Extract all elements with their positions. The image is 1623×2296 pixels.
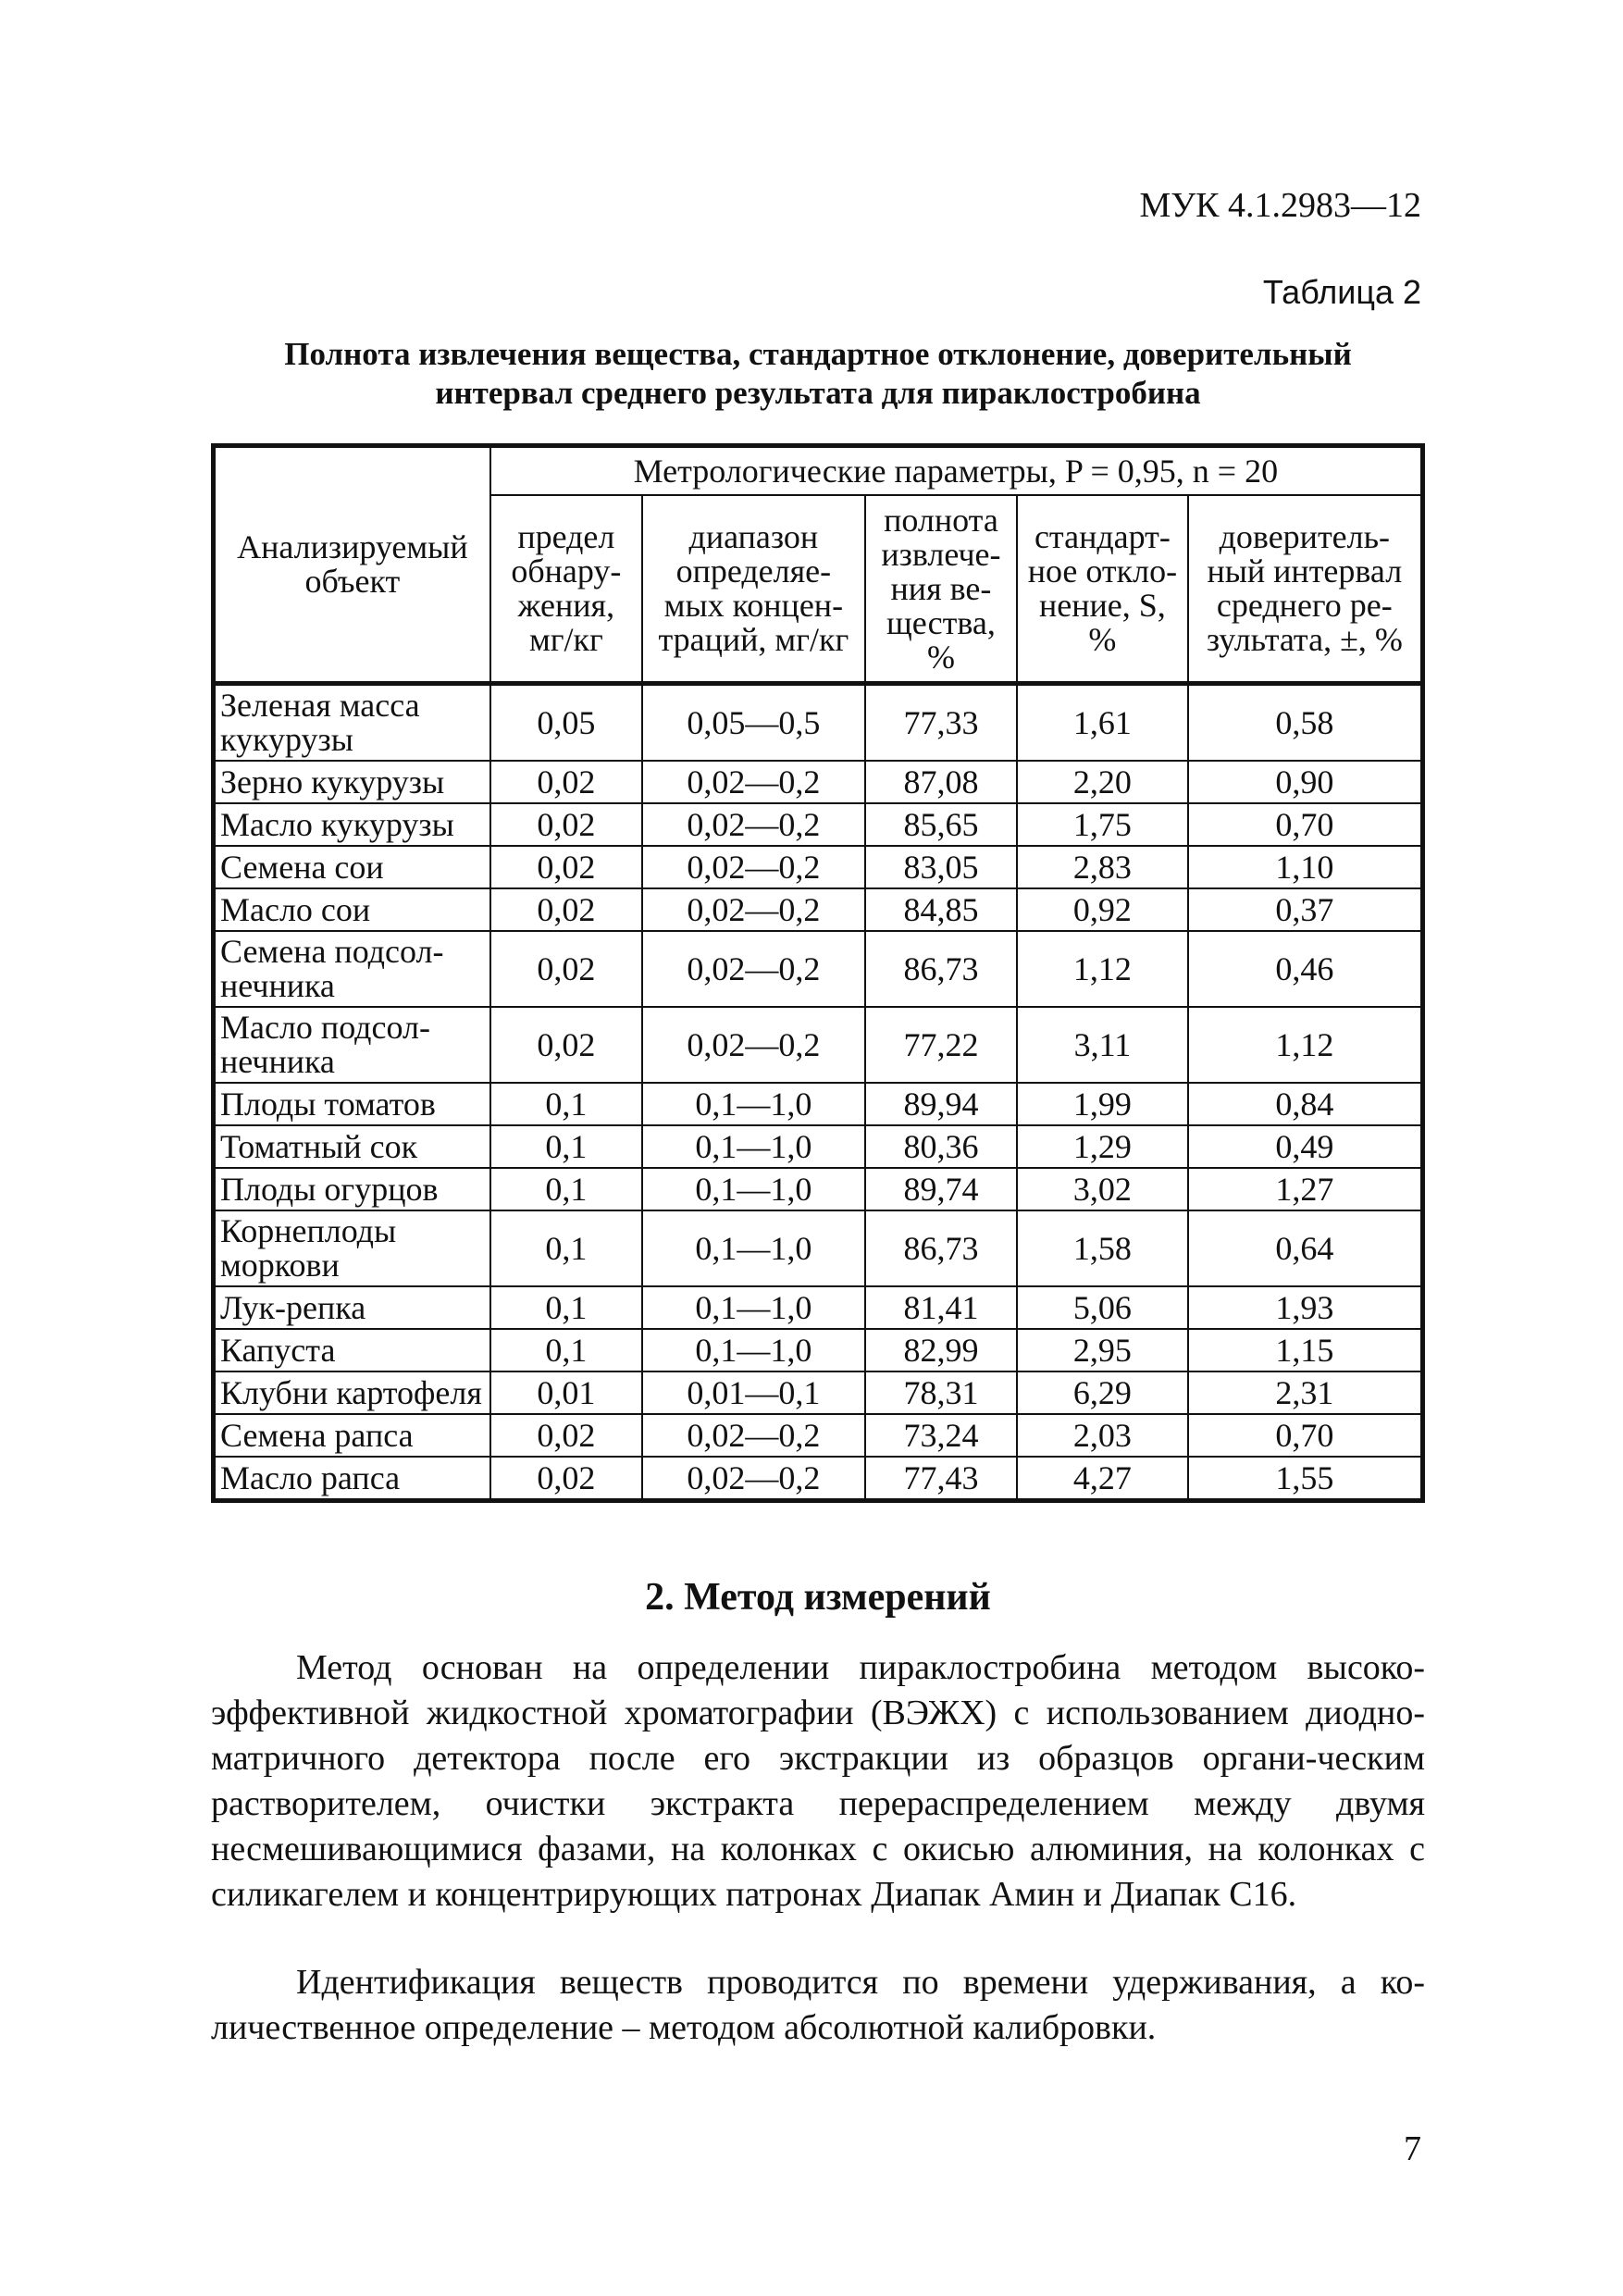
value-cell: 0,01—0,1 (642, 1371, 865, 1414)
value-cell: 0,92 (1017, 888, 1187, 931)
table-body (214, 684, 1423, 1501)
value-cell: 77,43 (865, 1457, 1017, 1501)
object-cell: Клубни картофеля (214, 1371, 490, 1414)
value-cell: 0,37 (1188, 888, 1423, 931)
object-cell: Зерно кукурузы (214, 761, 490, 803)
column-header: доверитель-ный интервал среднего ре-зультата, ±, % (1188, 495, 1423, 684)
value-cell: 2,83 (1017, 846, 1187, 888)
table-row (214, 1329, 1423, 1371)
value-cell: 0,49 (1188, 1125, 1423, 1168)
value-cell: 1,99 (1017, 1083, 1187, 1125)
value-cell: 2,31 (1188, 1371, 1423, 1414)
value-cell: 1,29 (1017, 1125, 1187, 1168)
value-cell: 0,1—1,0 (642, 1286, 865, 1329)
value-cell: 0,1 (490, 1125, 642, 1168)
value-cell: 0,90 (1188, 761, 1423, 803)
value-cell: 0,02 (490, 761, 642, 803)
metrology-table (211, 443, 1425, 1503)
page-number: 7 (1404, 2129, 1421, 2168)
value-cell: 1,93 (1188, 1286, 1423, 1329)
value-cell: 0,58 (1188, 684, 1423, 762)
value-cell: 2,20 (1017, 761, 1187, 803)
value-cell: 0,02 (490, 931, 642, 1007)
object-column-header: Анализируемый объект (214, 446, 490, 684)
value-cell: 0,1 (490, 1083, 642, 1125)
value-cell: 0,02—0,2 (642, 846, 865, 888)
table-row (214, 1457, 1423, 1501)
value-cell: 85,65 (865, 803, 1017, 846)
value-cell: 0,02—0,2 (642, 1414, 865, 1457)
column-header: стандарт-ное откло-нение, S, % (1017, 495, 1187, 684)
value-cell: 0,1—1,0 (642, 1125, 865, 1168)
value-cell: 1,75 (1017, 803, 1187, 846)
value-cell: 6,29 (1017, 1371, 1187, 1414)
object-cell: Плоды огурцов (214, 1168, 490, 1210)
value-cell: 0,1 (490, 1210, 642, 1286)
object-cell: Масло рапса (214, 1457, 490, 1501)
value-cell: 0,02—0,2 (642, 1457, 865, 1501)
value-cell: 0,02 (490, 1457, 642, 1501)
value-cell: 0,1 (490, 1329, 642, 1371)
table-row (214, 1414, 1423, 1457)
object-cell: Корнеплоды моркови (214, 1210, 490, 1286)
table-row (214, 1371, 1423, 1414)
column-header: диапазон определяе-мых концен-траций, мг/кг (642, 495, 865, 684)
value-cell: 0,1—1,0 (642, 1329, 865, 1371)
paragraph-identification (211, 1960, 1425, 2051)
value-cell: 78,31 (865, 1371, 1017, 1414)
value-cell: 0,46 (1188, 931, 1423, 1007)
paragraph-identification-text: Идентификация веществ проводится по времени удерживания, а ко-личественное определение – методом абсолютной калибровки. (211, 1963, 1425, 2047)
paragraph-method-text: Метод основан на определении пираклостробина методом высоко-эффективной жидкостной хроматографии (ВЭЖХ) с использованием диодно-матричного детектора после его экстракции из образцов органи-ческим растворителем, очистки экстракта перераспределением между двумя несмешивающимися фазами, на колонках с окисью алюминия, на колонках с силикагелем и концентрирующих патронах Диапак Амин и Диапак С16. (211, 1648, 1425, 1914)
document-code: МУК 4.1.2983—12 (1139, 186, 1421, 225)
object-cell: Семена рапса (214, 1414, 490, 1457)
value-cell: 87,08 (865, 761, 1017, 803)
value-cell: 80,36 (865, 1125, 1017, 1168)
column-header: полнота извлече-ния ве-щества, % (865, 495, 1017, 684)
table-row (214, 684, 1423, 762)
object-cell: Масло подсол-нечника (214, 1007, 490, 1083)
table-title (211, 335, 1425, 413)
value-cell: 86,73 (865, 1210, 1017, 1286)
table-row (214, 931, 1423, 1007)
value-cell: 4,27 (1017, 1457, 1187, 1501)
value-cell: 77,33 (865, 684, 1017, 762)
table-row (214, 1286, 1423, 1329)
value-cell: 0,05—0,5 (642, 684, 865, 762)
value-cell: 1,15 (1188, 1329, 1423, 1371)
object-cell: Семена подсол-нечника (214, 931, 490, 1007)
value-cell: 0,1 (490, 1286, 642, 1329)
value-cell: 0,1—1,0 (642, 1210, 865, 1286)
value-cell: 1,58 (1017, 1210, 1187, 1286)
value-cell: 0,70 (1188, 1414, 1423, 1457)
value-cell: 0,84 (1188, 1083, 1423, 1125)
object-cell: Семена сои (214, 846, 490, 888)
value-cell: 0,02 (490, 803, 642, 846)
table-header-row (214, 446, 1423, 496)
object-cell: Капуста (214, 1329, 490, 1371)
value-cell: 84,85 (865, 888, 1017, 931)
table-label: Таблица 2 (1262, 273, 1421, 311)
value-cell: 0,70 (1188, 803, 1423, 846)
section-title: 2. Метод измерений (645, 1576, 991, 1619)
table-row (214, 803, 1423, 846)
value-cell: 0,1—1,0 (642, 1083, 865, 1125)
object-cell: Плоды томатов (214, 1083, 490, 1125)
value-cell: 86,73 (865, 931, 1017, 1007)
value-cell: 1,55 (1188, 1457, 1423, 1501)
value-cell: 0,02 (490, 1414, 642, 1457)
value-cell: 1,12 (1188, 1007, 1423, 1083)
table-row (214, 761, 1423, 803)
value-cell: 0,02 (490, 888, 642, 931)
value-cell: 0,02—0,2 (642, 1007, 865, 1083)
value-cell: 2,95 (1017, 1329, 1187, 1371)
table-row (214, 1007, 1423, 1083)
value-cell: 0,02—0,2 (642, 761, 865, 803)
column-header: предел обнару-жения, мг/кг (490, 495, 642, 684)
value-cell: 0,02—0,2 (642, 931, 865, 1007)
table-row (214, 1083, 1423, 1125)
object-cell: Томатный сок (214, 1125, 490, 1168)
value-cell: 0,01 (490, 1371, 642, 1414)
value-cell: 82,99 (865, 1329, 1017, 1371)
table-row (214, 1210, 1423, 1286)
value-cell: 83,05 (865, 846, 1017, 888)
value-cell: 0,64 (1188, 1210, 1423, 1286)
table-title-line-2: интервал среднего результата для пираклостробина (435, 375, 1201, 411)
value-cell: 77,22 (865, 1007, 1017, 1083)
object-cell: Лук-репка (214, 1286, 490, 1329)
table-row (214, 1125, 1423, 1168)
value-cell: 3,02 (1017, 1168, 1187, 1210)
params-group-header: Метрологические параметры, P = 0,95, n = 20 (490, 446, 1423, 496)
value-cell: 81,41 (865, 1286, 1017, 1329)
value-cell: 0,02 (490, 846, 642, 888)
value-cell: 1,10 (1188, 846, 1423, 888)
value-cell: 1,27 (1188, 1168, 1423, 1210)
object-cell: Масло кукурузы (214, 803, 490, 846)
object-cell: Зеленая масса кукурузы (214, 684, 490, 762)
value-cell: 0,1—1,0 (642, 1168, 865, 1210)
value-cell: 0,02 (490, 1007, 642, 1083)
value-cell: 0,05 (490, 684, 642, 762)
value-cell: 0,02—0,2 (642, 888, 865, 931)
value-cell: 89,94 (865, 1083, 1017, 1125)
table-row (214, 846, 1423, 888)
value-cell: 5,06 (1017, 1286, 1187, 1329)
value-cell: 73,24 (865, 1414, 1017, 1457)
table-row (214, 888, 1423, 931)
value-cell: 3,11 (1017, 1007, 1187, 1083)
value-cell: 1,61 (1017, 684, 1187, 762)
value-cell: 0,1 (490, 1168, 642, 1210)
value-cell: 1,12 (1017, 931, 1187, 1007)
paragraph-method (211, 1645, 1425, 1917)
table-row (214, 1168, 1423, 1210)
value-cell: 0,02—0,2 (642, 803, 865, 846)
value-cell: 2,03 (1017, 1414, 1187, 1457)
table-title-line-1: Полнота извлечения вещества, стандартное отклонение, доверительный (284, 336, 1352, 372)
object-cell: Масло сои (214, 888, 490, 931)
value-cell: 89,74 (865, 1168, 1017, 1210)
